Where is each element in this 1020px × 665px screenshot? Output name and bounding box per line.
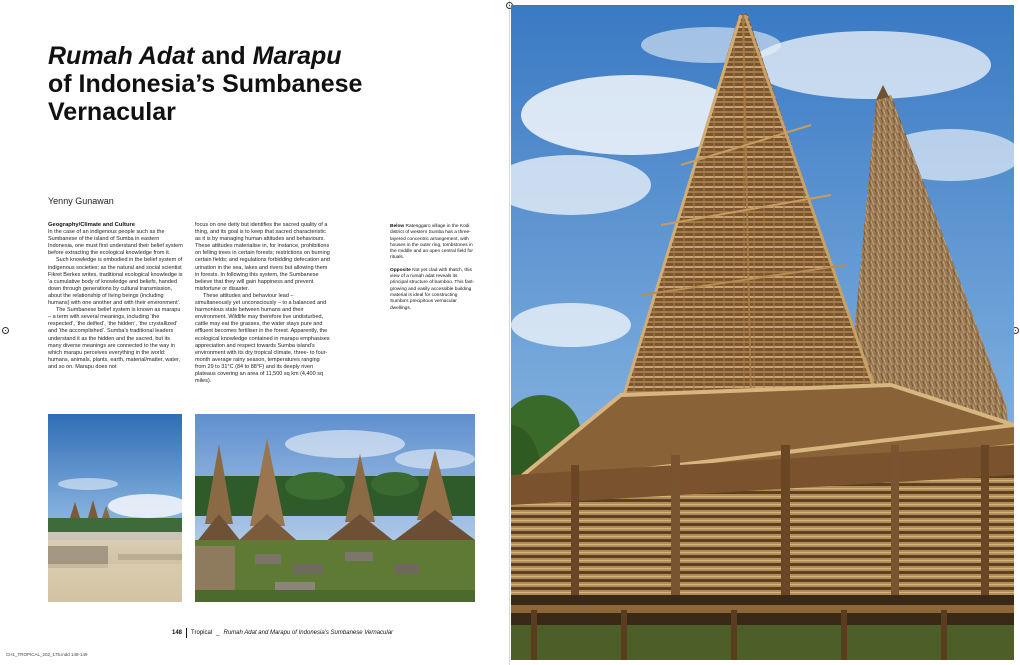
article-title (48, 42, 468, 126)
section-heading: Geography/Climate and Culture (48, 222, 135, 228)
photo-bamboo-rumah-adat (511, 5, 1014, 660)
caption-text: Not yet clad with thatch, this view of a rumah adat reveals its principal structure of bamboo. This fast-growing and easily accessible building material is ideal for constructing Sumba’s precipitous vernacular dwellings. (390, 267, 475, 311)
body-column-1 (48, 222, 184, 371)
photo-thatched-village (195, 414, 475, 602)
photo-captions (390, 224, 475, 318)
caption-below (390, 224, 475, 262)
caption-lead: Below (390, 224, 405, 229)
author-byline: Yenny Gunawan (48, 196, 114, 206)
title-italic-rumah-adat: Rumah Adat (48, 42, 195, 70)
registration-mark-icon (2, 327, 9, 334)
page-folio (172, 628, 393, 638)
title-line-3: Vernacular (48, 98, 176, 126)
body-paragraph: Such knowledge is embodied in the belief system of indigenous societies; as the natural and social scientist Fikret Berkes writes, traditional ecological knowledge is ‘a cumulative body of knowledge and beliefs, handed down through generations by cultural transmission, about the relationship of living beings (including humans) with one another and with their environment’. (48, 257, 183, 307)
folio-section: Tropical (191, 630, 213, 636)
body-paragraph: The Sumbanese belief system is known as marapu – a term with several meanings, including ‘the respected’, ‘the deified’, ‘the hidden’, ‘the crystallized’ and ‘the accomplished’. Sumba’s traditional leaders understand it as the hidden and the sacred, but its many diverse meanings are connected to the way in which marapu perceives everything in the world: humans, animals, plants, earth, material/matter, water, and so on. Marapu does not (48, 307, 181, 370)
body-column-2 (195, 222, 331, 385)
folio-separator: _ (216, 630, 220, 636)
folio-divider (186, 628, 187, 638)
caption-text: Ratenggaro village in the Kodi district of western Sumba has a three-layered concentric arrangement, with houses in the outer ring, tombstones in the middle and an open central field for rituals. (390, 224, 473, 261)
caption-lead: Opposite (390, 267, 411, 273)
print-slug: CH1_TROPICAL_202_175.indd 148-149 (6, 652, 88, 657)
photo-coastal-village (48, 414, 182, 602)
body-paragraph: These attitudes and behaviour lead – simultaneously yet unconsciously – to a balanced and harmonious state between humans and their environment. Wildlife may therefore live undisturbed, cattle may eat the grasses, the water stays pure and effluent becomes fertiliser in the forest. Apparently, the ecological knowledge contained in marapu emphasises appreciation and respect towards Sumba island’s environment with its dry tropical climate, three- to four-month average rainy season, temperatures ranging from 29 to 31°C (84 to 88°F) and its deeply riven plateaus covering an area of 11,500 sq km (4,400 sq miles). (195, 292, 330, 385)
title-and: and (194, 42, 253, 70)
page-number: 148 (172, 630, 183, 636)
body-paragraph: focus on one deity but identifies the sacred quality of a thing, and its goal is to keep that sacred characteristic as it is by managing human attitudes and behaviours. These attitudes materialise in, for instance, prohibitions on felling trees in certain forests; restrictions on burning certain fields; and regulations forbidding defecation and urination in the sea, lakes and rivers but allowing them in forests. In following this system, the Sumbanese believe that they will gain happiness and prevent misfortune or disaster. (195, 222, 330, 292)
body-paragraph: In the case of an indigenous people such as the Sumbanese of the island of Sumba in eastern Indonesia, one must first understand their belief system before extracting the ecological knowledge from it. (48, 229, 183, 257)
title-italic-marapu: Marapu (252, 42, 342, 70)
page-gutter (509, 0, 510, 665)
title-line-2: of Indonesia’s Sumbanese (48, 70, 363, 98)
folio-running-title: Rumah Adat and Marapu of Indonesia’s Sumbanese Vernacular (223, 630, 394, 636)
caption-opposite (390, 268, 475, 312)
